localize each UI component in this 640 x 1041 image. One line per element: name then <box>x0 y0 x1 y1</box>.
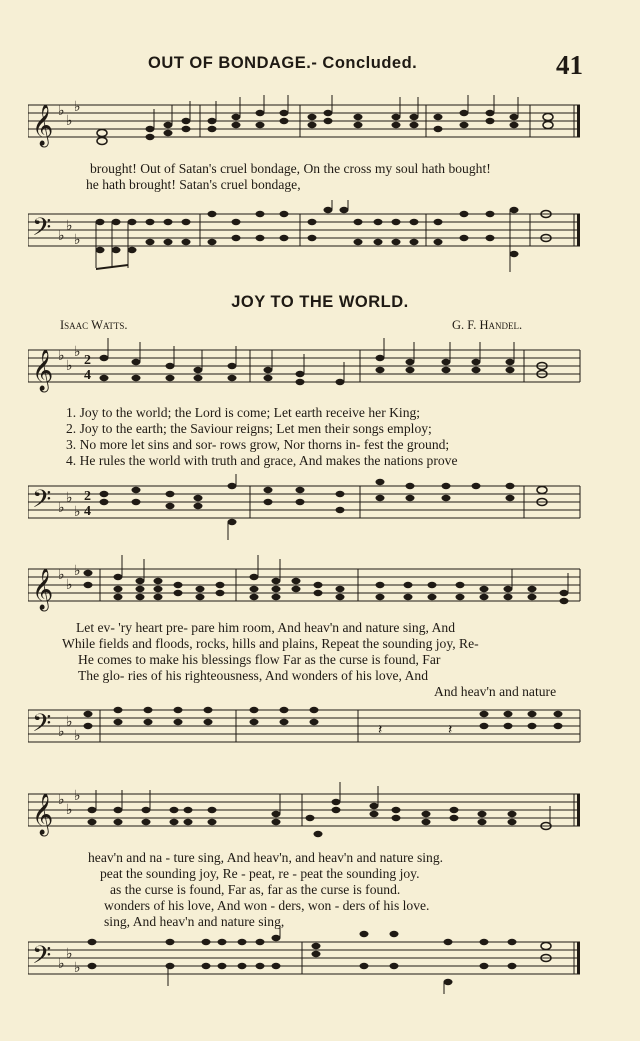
svg-text:𝄞: 𝄞 <box>32 350 54 391</box>
treble-staff <box>28 555 588 621</box>
hymn-title: JOY TO THE WORLD. <box>231 293 409 311</box>
svg-text:♭: ♭ <box>58 500 65 516</box>
svg-text:♭: ♭ <box>66 714 73 730</box>
svg-text:𝄢: 𝄢 <box>32 709 52 744</box>
lyric-line-bass: sing, And heav'n and nature sing, <box>104 914 285 929</box>
svg-text:♭: ♭ <box>74 344 81 360</box>
composer-credit: G. F. Handel. <box>452 318 523 332</box>
svg-text:♭: ♭ <box>74 788 81 804</box>
svg-text:♭: ♭ <box>66 358 73 374</box>
svg-text:♭: ♭ <box>66 802 73 818</box>
svg-text:♭: ♭ <box>58 103 65 119</box>
lyric-line: brought! Out of Satan's cruel bondage, On the cross my soul hath bought! <box>90 161 491 176</box>
svg-text:♭: ♭ <box>66 946 73 962</box>
svg-text:𝄢: 𝄢 <box>32 941 52 976</box>
lyric-line: he hath brought! Satan's cruel bondage, <box>86 177 301 192</box>
svg-text:♭: ♭ <box>74 232 81 248</box>
svg-text:♭: ♭ <box>74 504 81 520</box>
svg-text:♭: ♭ <box>58 724 65 740</box>
svg-text:𝄞: 𝄞 <box>32 794 54 835</box>
lyric-line-verse-2: peat the sounding joy, Re - peat, re - peat the sounding joy. <box>100 866 420 881</box>
bass-staff <box>28 200 588 272</box>
treble-staff <box>28 780 588 850</box>
page-header <box>0 50 640 84</box>
bass-staff <box>28 928 588 994</box>
svg-text:♭: ♭ <box>66 218 73 234</box>
svg-text:𝄞: 𝄞 <box>32 105 54 146</box>
lyric-line-verse-2: 2. Joy to the earth; the Saviour reigns; Let men their songs employ; <box>66 421 432 436</box>
svg-text:4: 4 <box>84 504 91 519</box>
page-number: 41 <box>556 50 583 80</box>
svg-text:♭: ♭ <box>74 99 81 115</box>
svg-text:4: 4 <box>84 368 91 383</box>
svg-text:2: 2 <box>84 353 91 368</box>
lyric-line-verse-1: 1. Joy to the world; the Lord is come; Let earth receive her King; <box>66 405 421 420</box>
lyric-line-verse-3: He comes to make his blessings flow Far as the curse is found, Far <box>78 652 441 667</box>
lyric-line-verse-4: The glo- ries of his righteousness, And wonders of his love, And <box>78 668 428 683</box>
lyric-line-verse-1: heav'n and na - ture sing, And heav'n, and heav'n and nature sing. <box>88 850 444 865</box>
lyric-line-bass: And heav'n and nature <box>434 684 557 699</box>
svg-text:𝄞: 𝄞 <box>32 569 54 610</box>
running-title: OUT OF BONDAGE.- Concluded. <box>148 54 418 72</box>
svg-text:♭: ♭ <box>66 490 73 506</box>
bass-staff <box>28 474 588 544</box>
svg-text:♭: ♭ <box>58 792 65 808</box>
svg-text:♭: ♭ <box>58 348 65 364</box>
lyric-line-verse-3: 3. No more let sins and sor- rows grow, Nor thorns in- fest the ground; <box>66 437 450 452</box>
lyric-line-verse-3: as the curse is found, Far as, far as the curse is found. <box>110 882 401 897</box>
svg-text:𝄢: 𝄢 <box>32 485 52 520</box>
lyric-line-verse-4: 4. He rules the world with truth and grace, And makes the nations prove <box>66 453 458 468</box>
lyric-line-verse-1: Let ev- 'ry heart pre- pare him room, And heav'n and nature sing, And <box>76 620 455 635</box>
svg-text:𝄽: 𝄽 <box>448 722 453 738</box>
lyric-line-verse-4: wonders of his love, And won - ders, won - ders of his love. <box>104 898 430 913</box>
bass-staff <box>28 700 588 760</box>
svg-text:♭: ♭ <box>58 567 65 583</box>
svg-text:2: 2 <box>84 489 91 504</box>
svg-text:♭: ♭ <box>58 228 65 244</box>
svg-text:♭: ♭ <box>66 113 73 129</box>
treble-staff <box>28 338 588 398</box>
svg-text:♭: ♭ <box>74 728 81 744</box>
svg-text:𝄢: 𝄢 <box>32 213 52 248</box>
svg-text:♭: ♭ <box>58 956 65 972</box>
lyric-line-verse-2: While fields and floods, rocks, hills and plains, Repeat the sounding joy, Re- <box>62 636 479 651</box>
svg-text:♭: ♭ <box>74 563 81 579</box>
svg-text:𝄽: 𝄽 <box>378 722 383 738</box>
svg-text:♭: ♭ <box>74 960 81 976</box>
author-credit: Isaac Watts. <box>60 318 128 332</box>
treble-staff <box>28 95 588 155</box>
svg-text:♭: ♭ <box>66 577 73 593</box>
